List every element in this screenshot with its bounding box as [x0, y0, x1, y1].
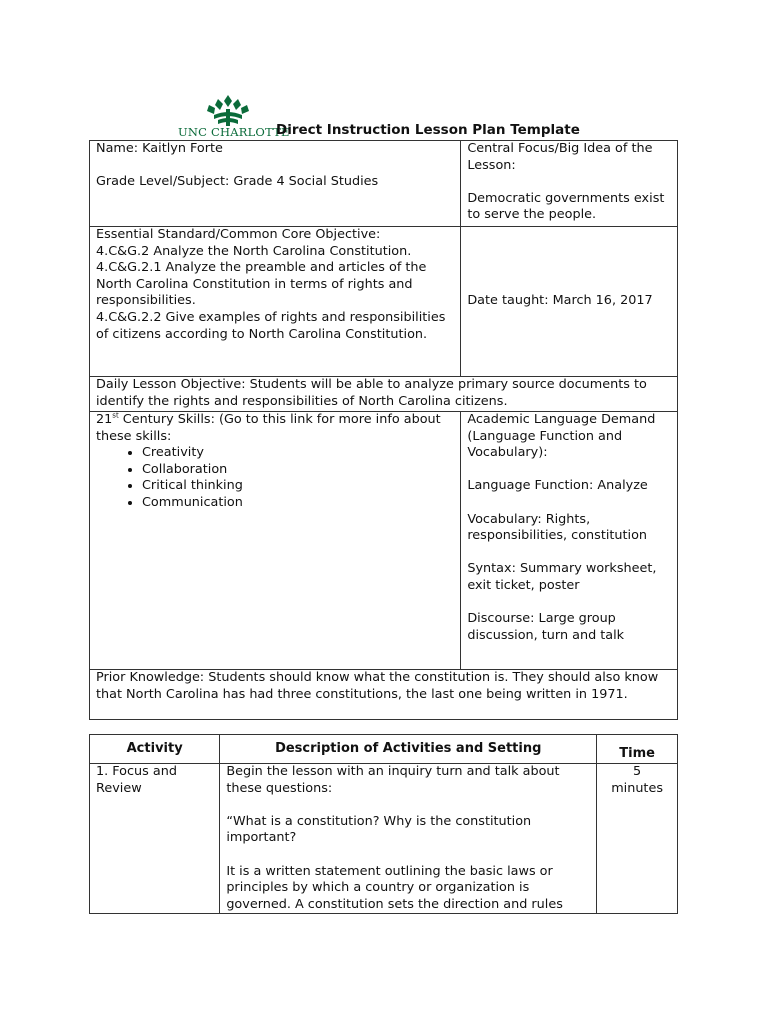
- table-header-row: [90, 735, 678, 764]
- crown-logo-icon: [204, 93, 252, 127]
- academic-language-label: Academic Language Demand (Language Function and Vocabulary):: [467, 412, 656, 461]
- century-skills-intro: 21st Century Skills: (Go to this link for more info about these skills:: [96, 411, 441, 444]
- academic-language-cell: [461, 412, 678, 670]
- lesson-overview-table: [89, 140, 678, 720]
- syntax: Syntax: Summary worksheet, exit ticket, poster: [467, 561, 657, 593]
- list-item: • Creativity: [142, 445, 454, 462]
- column-header-activity: Activity: [90, 735, 220, 764]
- logo-text: UNC CHARLOTTE: [178, 125, 290, 139]
- language-function: Language Function: Analyze: [467, 478, 648, 494]
- description-paragraph: Begin the lesson with an inquiry turn and talk about these questions:: [226, 764, 560, 796]
- table-row: [90, 227, 678, 377]
- time-cell: 5 minutes: [597, 764, 678, 914]
- list-item: • Critical thinking: [142, 478, 454, 495]
- daily-objective-cell: [90, 377, 678, 412]
- grade-subject: Grade Level/Subject: Grade 4 Social Studies: [96, 174, 379, 190]
- standards-cell: [90, 227, 461, 377]
- table-row: [90, 377, 678, 412]
- standard-item: 4.C&G.2.1 Analyze the preamble and articles of the North Carolina Constitution in terms of rights and responsibilities.: [96, 260, 427, 309]
- central-focus-text: Democratic governments exist to serve the people.: [467, 190, 665, 223]
- description-paragraph: It is a written statement outlining the basic laws or principles by which a country or organization is governed. A constitution sets the direction and rules: [226, 863, 563, 912]
- standard-item: 4.C&G.2.2 Give examples of rights and responsibilities of citizens according to North Carolina Constitution.: [96, 309, 446, 342]
- activities-table: [89, 734, 678, 914]
- teacher-name: Name: Kaitlyn Forte: [96, 141, 223, 156]
- column-header-time: Time: [597, 735, 678, 764]
- teacher-info-cell: [90, 141, 461, 227]
- century-skills-cell: [90, 412, 461, 670]
- document-title: Direct Instruction Lesson Plan Template: [276, 122, 580, 138]
- skills-list: [96, 445, 454, 511]
- central-focus-cell: [461, 141, 678, 227]
- date-taught: Date taught: March 16, 2017: [467, 293, 653, 309]
- table-row: [90, 141, 678, 227]
- vocabulary: Vocabulary: Rights, responsibilities, constitution: [467, 511, 648, 544]
- central-focus-label: Central Focus/Big Idea of the Lesson:: [467, 141, 653, 173]
- list-item: • Communication: [142, 495, 454, 512]
- unc-charlotte-logo: [178, 93, 290, 139]
- prior-knowledge: Prior Knowledge: Students should know what the constitution is. They should also know that North Carolina has had three constitutions, the last one being written in 1971.: [96, 670, 659, 702]
- activity-cell: 1. Focus and Review: [90, 764, 220, 914]
- column-header-description: Description of Activities and Setting: [220, 735, 597, 764]
- standards-label: Essential Standard/Common Core Objective:: [96, 227, 381, 242]
- prior-knowledge-cell: [90, 670, 678, 720]
- daily-objective: Daily Lesson Objective: Students will be able to analyze primary source documents to identify the rights and responsibilities of North Carolina citizens.: [96, 377, 647, 409]
- table-row: [90, 764, 678, 914]
- discourse: Discourse: Large group discussion, turn and talk: [467, 611, 625, 643]
- document-header: [178, 93, 678, 141]
- table-row: [90, 412, 678, 670]
- description-paragraph: “What is a constitution? Why is the constitution important?: [226, 813, 532, 846]
- standard-item: 4.C&G.2 Analyze the North Carolina Constitution.: [96, 243, 412, 259]
- description-cell: [220, 764, 597, 914]
- date-taught-cell: [461, 227, 678, 377]
- list-item: • Collaboration: [142, 462, 454, 479]
- table-row: [90, 670, 678, 720]
